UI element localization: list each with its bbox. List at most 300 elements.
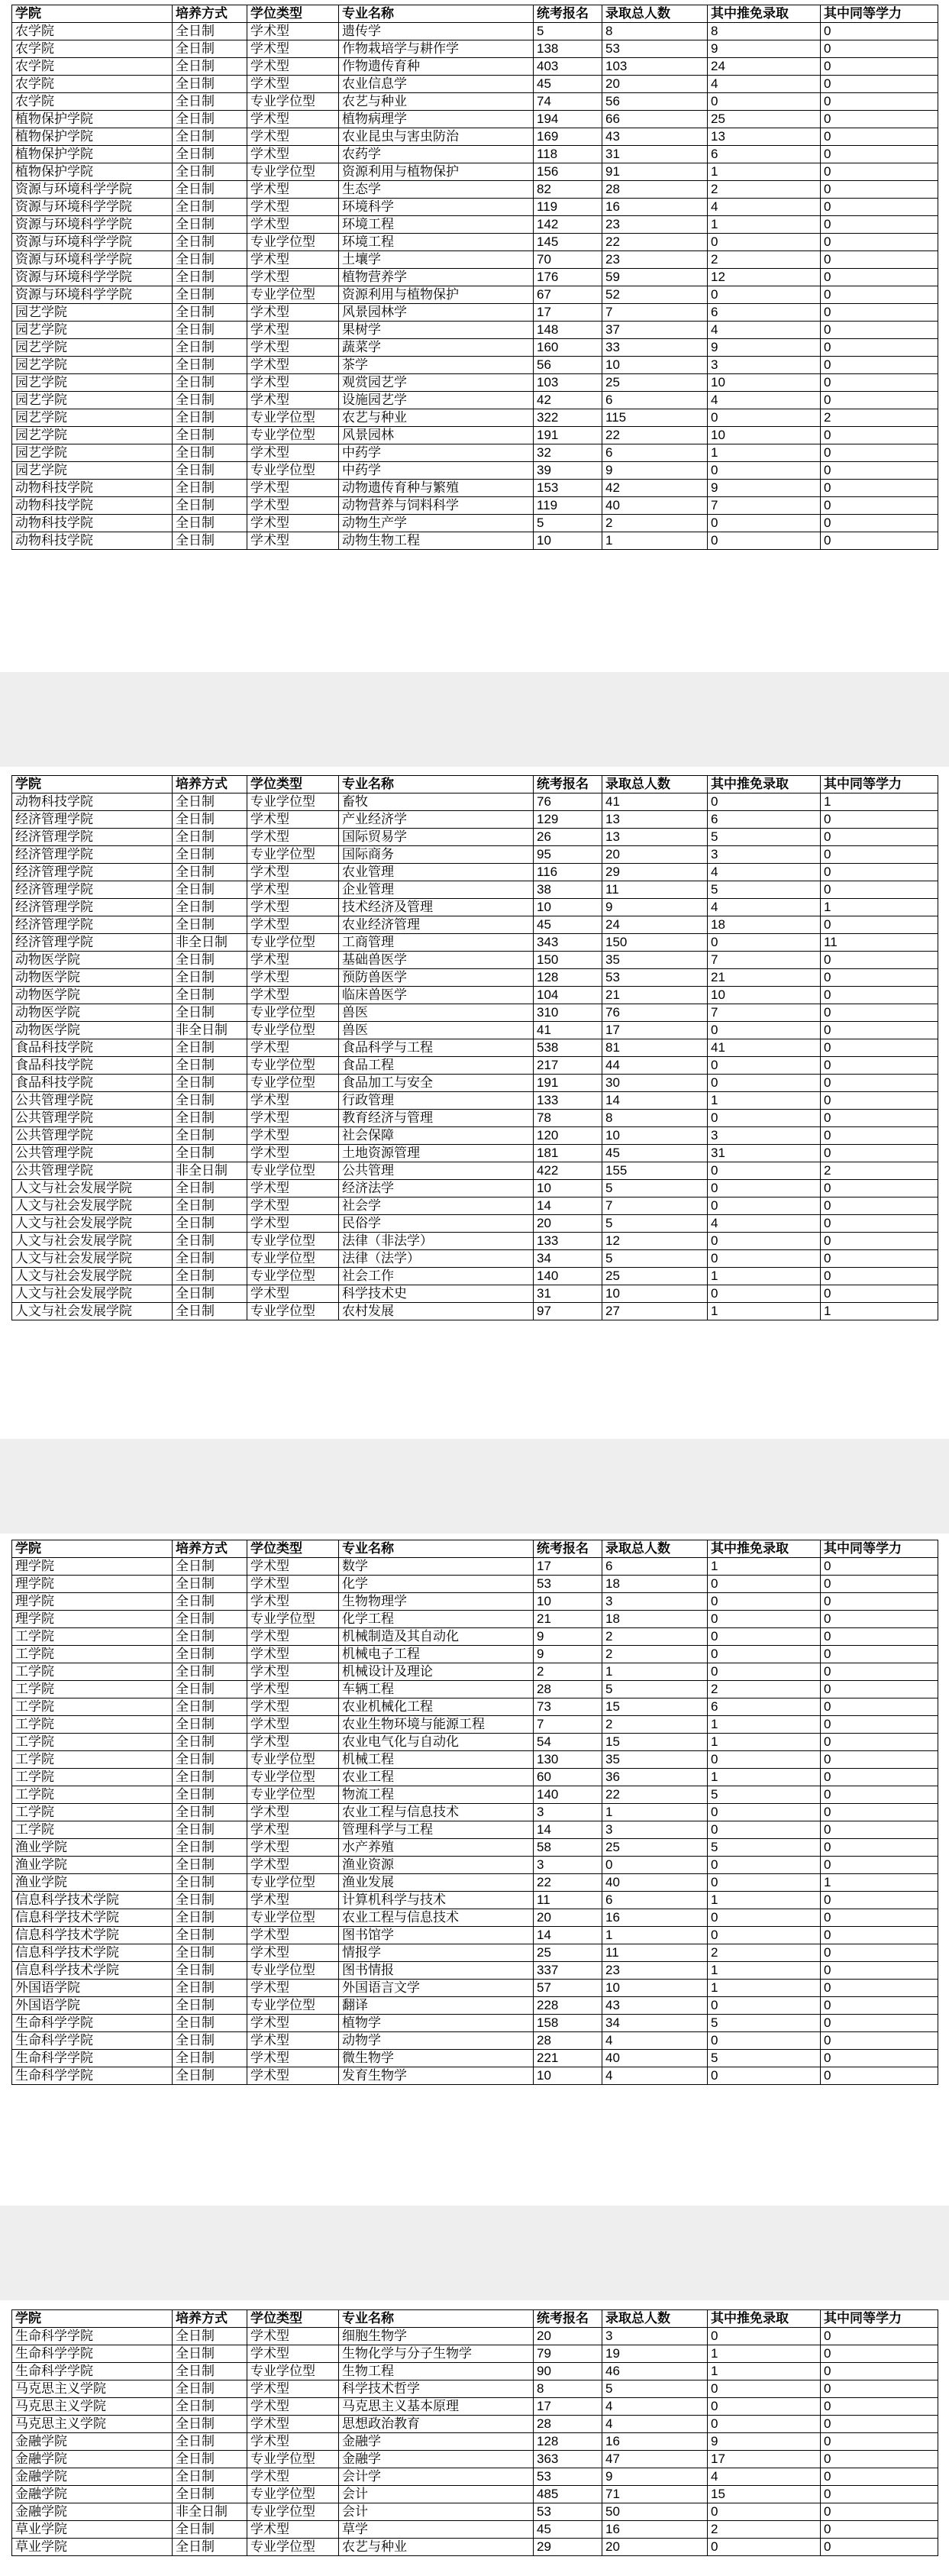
table-cell: 生命科学学院 bbox=[12, 2015, 173, 2032]
table-cell: 40 bbox=[602, 2050, 708, 2067]
table-cell: 经济管理学院 bbox=[12, 916, 173, 934]
table-cell: 草业学院 bbox=[12, 2539, 173, 2556]
table-cell: 181 bbox=[534, 1145, 602, 1162]
table-cell: 法律（非法学） bbox=[339, 1233, 534, 1250]
table-cell: 全日制 bbox=[173, 1980, 247, 1997]
table-cell: 全日制 bbox=[173, 2539, 247, 2556]
table-row bbox=[12, 40, 938, 58]
table-cell: 产业经济学 bbox=[339, 811, 534, 829]
table-cell: 3 bbox=[602, 2328, 708, 2345]
table-cell: 专业学位型 bbox=[247, 1769, 339, 1786]
table-cell: 学术型 bbox=[247, 1839, 339, 1857]
table-cell: 2 bbox=[602, 515, 708, 532]
table-cell: 全日制 bbox=[173, 1734, 247, 1751]
table-cell: 食品加工与安全 bbox=[339, 1075, 534, 1092]
table-cell: 全日制 bbox=[173, 1997, 247, 2015]
table-cell: 6 bbox=[602, 1892, 708, 1909]
table-cell: 中药学 bbox=[339, 444, 534, 462]
table-row bbox=[12, 462, 938, 480]
table-cell: 外国语学院 bbox=[12, 1997, 173, 2015]
column-header: 其中推免录取 bbox=[708, 776, 821, 793]
table-cell: 45 bbox=[534, 2521, 602, 2539]
table-cell: 学术型 bbox=[247, 2328, 339, 2345]
table-cell: 11 bbox=[602, 1944, 708, 1962]
table-cell: 91 bbox=[602, 163, 708, 181]
table-row bbox=[12, 1285, 938, 1303]
table-cell: 学术型 bbox=[247, 2015, 339, 2032]
table-cell: 全日制 bbox=[173, 234, 247, 251]
table-cell: 5 bbox=[602, 1180, 708, 1198]
table-cell: 20 bbox=[602, 846, 708, 864]
table-row bbox=[12, 2398, 938, 2416]
table-cell: 全日制 bbox=[173, 480, 247, 497]
table-cell: 1 bbox=[602, 1663, 708, 1681]
table-cell: 金融学院 bbox=[12, 2468, 173, 2486]
table-cell: 公共管理学院 bbox=[12, 1145, 173, 1162]
table-cell: 73 bbox=[534, 1698, 602, 1716]
table-cell: 0 bbox=[821, 462, 938, 480]
table-cell: 0 bbox=[821, 357, 938, 374]
table-row bbox=[12, 2015, 938, 2032]
table-cell: 生命科学学院 bbox=[12, 2067, 173, 2085]
table-cell: 全日制 bbox=[173, 1646, 247, 1663]
table-cell: 29 bbox=[602, 864, 708, 881]
table-cell: 1 bbox=[602, 1804, 708, 1821]
table-cell: 专业学位型 bbox=[247, 2539, 339, 2556]
table-row bbox=[12, 234, 938, 251]
table-row bbox=[12, 1628, 938, 1646]
table-cell: 0 bbox=[708, 93, 821, 111]
table-cell: 物流工程 bbox=[339, 1786, 534, 1804]
table-cell: 0 bbox=[821, 1039, 938, 1057]
table-cell: 全日制 bbox=[173, 1092, 247, 1110]
table-row bbox=[12, 2067, 938, 2085]
table-cell: 1 bbox=[708, 1558, 821, 1576]
table-row bbox=[12, 1962, 938, 1980]
table-cell: 25 bbox=[602, 1839, 708, 1857]
table-cell: 0 bbox=[708, 1804, 821, 1821]
table-cell: 预防兽医学 bbox=[339, 969, 534, 987]
table-cell: 资源与环境科学学院 bbox=[12, 181, 173, 199]
table-cell: 植物保护学院 bbox=[12, 128, 173, 146]
table-cell: 2 bbox=[821, 1162, 938, 1180]
table-cell: 马克思主义学院 bbox=[12, 2416, 173, 2433]
table-cell: 25 bbox=[602, 1268, 708, 1285]
table-cell: 34 bbox=[602, 2015, 708, 2032]
table-cell: 1 bbox=[708, 1769, 821, 1786]
table-cell: 金融学院 bbox=[12, 2433, 173, 2451]
table-row bbox=[12, 2503, 938, 2521]
table-row bbox=[12, 1734, 938, 1751]
table-cell: 33 bbox=[602, 339, 708, 357]
table-row bbox=[12, 1576, 938, 1593]
table-cell: 机械设计及理论 bbox=[339, 1663, 534, 1681]
table-cell: 学术型 bbox=[247, 1180, 339, 1198]
table-cell: 20 bbox=[534, 1909, 602, 1927]
table-cell: 2 bbox=[708, 251, 821, 269]
table-cell: 115 bbox=[602, 409, 708, 427]
table-cell: 60 bbox=[534, 1769, 602, 1786]
table-cell: 学术型 bbox=[247, 216, 339, 234]
table-cell: 39 bbox=[534, 462, 602, 480]
table-cell: 学术型 bbox=[247, 2380, 339, 2398]
table-cell: 人文与社会发展学院 bbox=[12, 1250, 173, 1268]
table-cell: 0 bbox=[821, 497, 938, 515]
table-cell: 22 bbox=[534, 1874, 602, 1892]
table-cell: 0 bbox=[821, 1716, 938, 1734]
table-cell: 0 bbox=[821, 1576, 938, 1593]
table-cell: 全日制 bbox=[173, 2433, 247, 2451]
page-separator bbox=[0, 2206, 949, 2300]
table-cell: 0 bbox=[821, 2539, 938, 2556]
table-cell: 农学院 bbox=[12, 58, 173, 76]
table-cell: 0 bbox=[821, 987, 938, 1004]
table-cell: 马克思主义基本原理 bbox=[339, 2398, 534, 2416]
table-cell: 0 bbox=[821, 1769, 938, 1786]
table-cell: 4 bbox=[708, 199, 821, 216]
table-cell: 217 bbox=[534, 1057, 602, 1075]
table-cell: 0 bbox=[821, 234, 938, 251]
table-cell: 全日制 bbox=[173, 1215, 247, 1233]
table-row bbox=[12, 2380, 938, 2398]
table-cell: 非全日制 bbox=[173, 1162, 247, 1180]
table-cell: 学术型 bbox=[247, 2067, 339, 2085]
table-cell: 0 bbox=[821, 1698, 938, 1716]
table-cell: 343 bbox=[534, 934, 602, 952]
table-cell: 538 bbox=[534, 1039, 602, 1057]
table-cell: 103 bbox=[602, 58, 708, 76]
table-row bbox=[12, 1698, 938, 1716]
table-cell: 农业管理 bbox=[339, 864, 534, 881]
table-cell: 2 bbox=[708, 1944, 821, 1962]
table-cell: 全日制 bbox=[173, 1681, 247, 1698]
table-cell: 食品科学与工程 bbox=[339, 1039, 534, 1057]
table-cell: 322 bbox=[534, 409, 602, 427]
table-cell: 人文与社会发展学院 bbox=[12, 1180, 173, 1198]
table-cell: 经济管理学院 bbox=[12, 881, 173, 899]
table-cell: 学术型 bbox=[247, 58, 339, 76]
table-cell: 工学院 bbox=[12, 1698, 173, 1716]
table-cell: 10 bbox=[708, 987, 821, 1004]
column-header: 其中推免录取 bbox=[708, 5, 821, 23]
table-cell: 28 bbox=[602, 181, 708, 199]
table-cell: 学术型 bbox=[247, 2468, 339, 2486]
table-cell: 5 bbox=[534, 515, 602, 532]
table-row bbox=[12, 111, 938, 128]
table-cell: 专业学位型 bbox=[247, 934, 339, 952]
table-cell: 0 bbox=[821, 392, 938, 409]
table-cell: 园艺学院 bbox=[12, 427, 173, 444]
table-cell: 理学院 bbox=[12, 1576, 173, 1593]
table-cell: 2 bbox=[821, 409, 938, 427]
table-cell: 全日制 bbox=[173, 1909, 247, 1927]
table-cell: 全日制 bbox=[173, 2398, 247, 2416]
table-cell: 4 bbox=[708, 864, 821, 881]
table-cell: 4 bbox=[602, 2416, 708, 2433]
table-row bbox=[12, 881, 938, 899]
table-cell: 2 bbox=[708, 181, 821, 199]
table-row bbox=[12, 793, 938, 811]
table-cell: 0 bbox=[821, 1268, 938, 1285]
table-cell: 0 bbox=[821, 881, 938, 899]
table-cell: 0 bbox=[602, 1857, 708, 1874]
table-cell: 7 bbox=[534, 1716, 602, 1734]
table-cell: 全日制 bbox=[173, 1004, 247, 1022]
table-cell: 0 bbox=[708, 515, 821, 532]
table-row bbox=[12, 969, 938, 987]
table-cell: 信息科学技术学院 bbox=[12, 1944, 173, 1962]
table-cell: 全日制 bbox=[173, 23, 247, 40]
table-cell: 土壤学 bbox=[339, 251, 534, 269]
table-cell: 1 bbox=[708, 1980, 821, 1997]
table-cell: 27 bbox=[602, 1303, 708, 1320]
table-cell: 全日制 bbox=[173, 2380, 247, 2398]
table-row bbox=[12, 128, 938, 146]
table-row bbox=[12, 1944, 938, 1962]
table-cell: 学术型 bbox=[247, 1892, 339, 1909]
table-cell: 26 bbox=[534, 829, 602, 846]
table-cell: 行政管理 bbox=[339, 1092, 534, 1110]
table-cell: 全日制 bbox=[173, 269, 247, 286]
table-row bbox=[12, 1145, 938, 1162]
table-row bbox=[12, 357, 938, 374]
table-cell: 马克思主义学院 bbox=[12, 2398, 173, 2416]
table-cell: 0 bbox=[708, 1250, 821, 1268]
table-cell: 全日制 bbox=[173, 1628, 247, 1646]
table-cell: 人文与社会发展学院 bbox=[12, 1285, 173, 1303]
table-row bbox=[12, 2416, 938, 2433]
table-cell: 全日制 bbox=[173, 532, 247, 550]
table-cell: 1 bbox=[708, 2363, 821, 2380]
table-cell: 学术型 bbox=[247, 1215, 339, 1233]
table-cell: 学术型 bbox=[247, 1681, 339, 1698]
table-cell: 0 bbox=[821, 1628, 938, 1646]
table-cell: 0 bbox=[821, 1681, 938, 1698]
column-header: 录取总人数 bbox=[602, 1540, 708, 1558]
table-cell: 社会工作 bbox=[339, 1268, 534, 1285]
table-cell: 学术型 bbox=[247, 987, 339, 1004]
table-cell: 9 bbox=[708, 339, 821, 357]
table-cell: 0 bbox=[821, 2345, 938, 2363]
table-cell: 18 bbox=[602, 1576, 708, 1593]
table-cell: 专业学位型 bbox=[247, 286, 339, 304]
table-cell: 337 bbox=[534, 1962, 602, 1980]
table-cell: 4 bbox=[708, 1215, 821, 1233]
table-cell: 园艺学院 bbox=[12, 392, 173, 409]
table-row bbox=[12, 1039, 938, 1057]
table-cell: 0 bbox=[708, 1198, 821, 1215]
table-cell: 10 bbox=[534, 899, 602, 916]
table-cell: 150 bbox=[534, 952, 602, 969]
table-row bbox=[12, 2521, 938, 2539]
table-cell: 植物保护学院 bbox=[12, 146, 173, 163]
table-row bbox=[12, 163, 938, 181]
table-cell: 0 bbox=[821, 1198, 938, 1215]
table-cell: 园艺学院 bbox=[12, 374, 173, 392]
table-cell: 0 bbox=[708, 1663, 821, 1681]
table-cell: 16 bbox=[602, 2521, 708, 2539]
table-cell: 0 bbox=[821, 1839, 938, 1857]
column-header: 学位类型 bbox=[247, 2310, 339, 2328]
table-cell: 76 bbox=[602, 1004, 708, 1022]
table-cell: 民俗学 bbox=[339, 1215, 534, 1233]
table-cell: 2 bbox=[602, 1646, 708, 1663]
table-cell: 学术型 bbox=[247, 392, 339, 409]
table-cell: 动物科技学院 bbox=[12, 515, 173, 532]
table-cell: 全日制 bbox=[173, 2521, 247, 2539]
table-cell: 植物保护学院 bbox=[12, 163, 173, 181]
table-row bbox=[12, 1022, 938, 1039]
table-row bbox=[12, 58, 938, 76]
table-cell: 4 bbox=[708, 392, 821, 409]
table-cell: 设施园艺学 bbox=[339, 392, 534, 409]
table-cell: 生态学 bbox=[339, 181, 534, 199]
table-cell: 专业学位型 bbox=[247, 1303, 339, 1320]
table-cell: 0 bbox=[708, 2067, 821, 2085]
table-cell: 0 bbox=[821, 1145, 938, 1162]
table-cell: 学术型 bbox=[247, 1110, 339, 1127]
table-cell: 34 bbox=[534, 1250, 602, 1268]
table-cell: 经济管理学院 bbox=[12, 899, 173, 916]
table-cell: 全日制 bbox=[173, 40, 247, 58]
table-cell: 8 bbox=[602, 23, 708, 40]
table-cell: 153 bbox=[534, 480, 602, 497]
table-cell: 3 bbox=[708, 846, 821, 864]
table-cell: 10 bbox=[602, 1285, 708, 1303]
table-row bbox=[12, 2328, 938, 2345]
table-cell: 计算机科学与技术 bbox=[339, 1892, 534, 1909]
table-cell: 资源与环境科学学院 bbox=[12, 199, 173, 216]
table-cell: 全日制 bbox=[173, 392, 247, 409]
table-cell: 基础兽医学 bbox=[339, 952, 534, 969]
table-cell: 动物医学院 bbox=[12, 1004, 173, 1022]
table-cell: 24 bbox=[708, 58, 821, 76]
table-cell: 全日制 bbox=[173, 128, 247, 146]
table-cell: 专业学位型 bbox=[247, 1611, 339, 1628]
table-cell: 水产养殖 bbox=[339, 1839, 534, 1857]
table-cell: 1 bbox=[708, 1734, 821, 1751]
table-cell: 0 bbox=[708, 1233, 821, 1250]
table-cell: 全日制 bbox=[173, 1786, 247, 1804]
table-row bbox=[12, 1110, 938, 1127]
table-row bbox=[12, 1057, 938, 1075]
table-cell: 0 bbox=[708, 2398, 821, 2416]
table-cell: 园艺学院 bbox=[12, 444, 173, 462]
table-cell: 1 bbox=[708, 1962, 821, 1980]
table-cell: 7 bbox=[708, 497, 821, 515]
table-cell: 学术型 bbox=[247, 322, 339, 339]
table-cell: 194 bbox=[534, 111, 602, 128]
table-cell: 36 bbox=[602, 1769, 708, 1786]
table-cell: 全日制 bbox=[173, 2328, 247, 2345]
table-cell: 50 bbox=[602, 2503, 708, 2521]
table-cell: 兽医 bbox=[339, 1004, 534, 1022]
table-cell: 学术型 bbox=[247, 304, 339, 322]
table-cell: 25 bbox=[534, 1944, 602, 1962]
table-cell: 全日制 bbox=[173, 1250, 247, 1268]
table-cell: 53 bbox=[534, 2468, 602, 2486]
table-cell: 全日制 bbox=[173, 2015, 247, 2032]
table-cell: 学术型 bbox=[247, 1944, 339, 1962]
table-row bbox=[12, 1558, 938, 1576]
table-cell: 专业学位型 bbox=[247, 1022, 339, 1039]
table-cell: 园艺学院 bbox=[12, 304, 173, 322]
table-cell: 学术型 bbox=[247, 1145, 339, 1162]
table-cell: 0 bbox=[821, 374, 938, 392]
table-cell: 0 bbox=[821, 2380, 938, 2398]
table-cell: 专业学位型 bbox=[247, 1786, 339, 1804]
table-cell: 0 bbox=[821, 952, 938, 969]
table-row bbox=[12, 2486, 938, 2503]
table-cell: 0 bbox=[821, 304, 938, 322]
table-cell: 3 bbox=[534, 1857, 602, 1874]
table-cell: 公共管理 bbox=[339, 1162, 534, 1180]
table-cell: 学术型 bbox=[247, 515, 339, 532]
table-cell: 0 bbox=[708, 2503, 821, 2521]
table-cell: 3 bbox=[708, 1127, 821, 1145]
table-cell: 0 bbox=[821, 1909, 938, 1927]
table-cell: 5 bbox=[708, 2050, 821, 2067]
table-cell: 191 bbox=[534, 1075, 602, 1092]
table-cell: 专业学位型 bbox=[247, 1962, 339, 1980]
table-cell: 0 bbox=[821, 216, 938, 234]
table-cell: 全日制 bbox=[173, 1892, 247, 1909]
table-cell: 翻译 bbox=[339, 1997, 534, 2015]
table-cell: 29 bbox=[534, 2539, 602, 2556]
table-cell: 学术型 bbox=[247, 2398, 339, 2416]
table-cell: 1 bbox=[602, 1927, 708, 1944]
table-cell: 103 bbox=[534, 374, 602, 392]
table-cell: 310 bbox=[534, 1004, 602, 1022]
table-cell: 学术型 bbox=[247, 480, 339, 497]
table-cell: 遗传学 bbox=[339, 23, 534, 40]
column-header: 培养方式 bbox=[173, 1540, 247, 1558]
table-cell: 专业学位型 bbox=[247, 1751, 339, 1769]
table-cell: 31 bbox=[708, 1145, 821, 1162]
table-cell: 信息科学技术学院 bbox=[12, 1927, 173, 1944]
table-cell: 0 bbox=[821, 2015, 938, 2032]
table-cell: 0 bbox=[821, 2032, 938, 2050]
admission-table bbox=[11, 2309, 938, 2556]
table-row bbox=[12, 269, 938, 286]
table-row bbox=[12, 199, 938, 216]
table-cell: 0 bbox=[821, 1821, 938, 1839]
table-cell: 全日制 bbox=[173, 93, 247, 111]
table-cell: 学术型 bbox=[247, 532, 339, 550]
table-row bbox=[12, 1663, 938, 1681]
table-cell: 全日制 bbox=[173, 1962, 247, 1980]
table-cell: 农业工程与信息技术 bbox=[339, 1909, 534, 1927]
table-cell: 10 bbox=[602, 357, 708, 374]
table-cell: 11 bbox=[602, 881, 708, 899]
table-row bbox=[12, 2539, 938, 2556]
table-cell: 35 bbox=[602, 952, 708, 969]
table-cell: 农业工程与信息技术 bbox=[339, 1804, 534, 1821]
table-row bbox=[12, 93, 938, 111]
table-cell: 0 bbox=[821, 181, 938, 199]
table-cell: 66 bbox=[602, 111, 708, 128]
column-header: 学院 bbox=[12, 776, 173, 793]
table-cell: 渔业学院 bbox=[12, 1839, 173, 1857]
table-cell: 0 bbox=[821, 2433, 938, 2451]
table-cell: 2 bbox=[602, 1716, 708, 1734]
table-cell: 116 bbox=[534, 864, 602, 881]
table-cell: 渔业资源 bbox=[339, 1857, 534, 1874]
table-cell: 4 bbox=[602, 2032, 708, 2050]
table-cell: 全日制 bbox=[173, 1110, 247, 1127]
table-cell: 0 bbox=[708, 1285, 821, 1303]
table-cell: 马克思主义学院 bbox=[12, 2380, 173, 2398]
